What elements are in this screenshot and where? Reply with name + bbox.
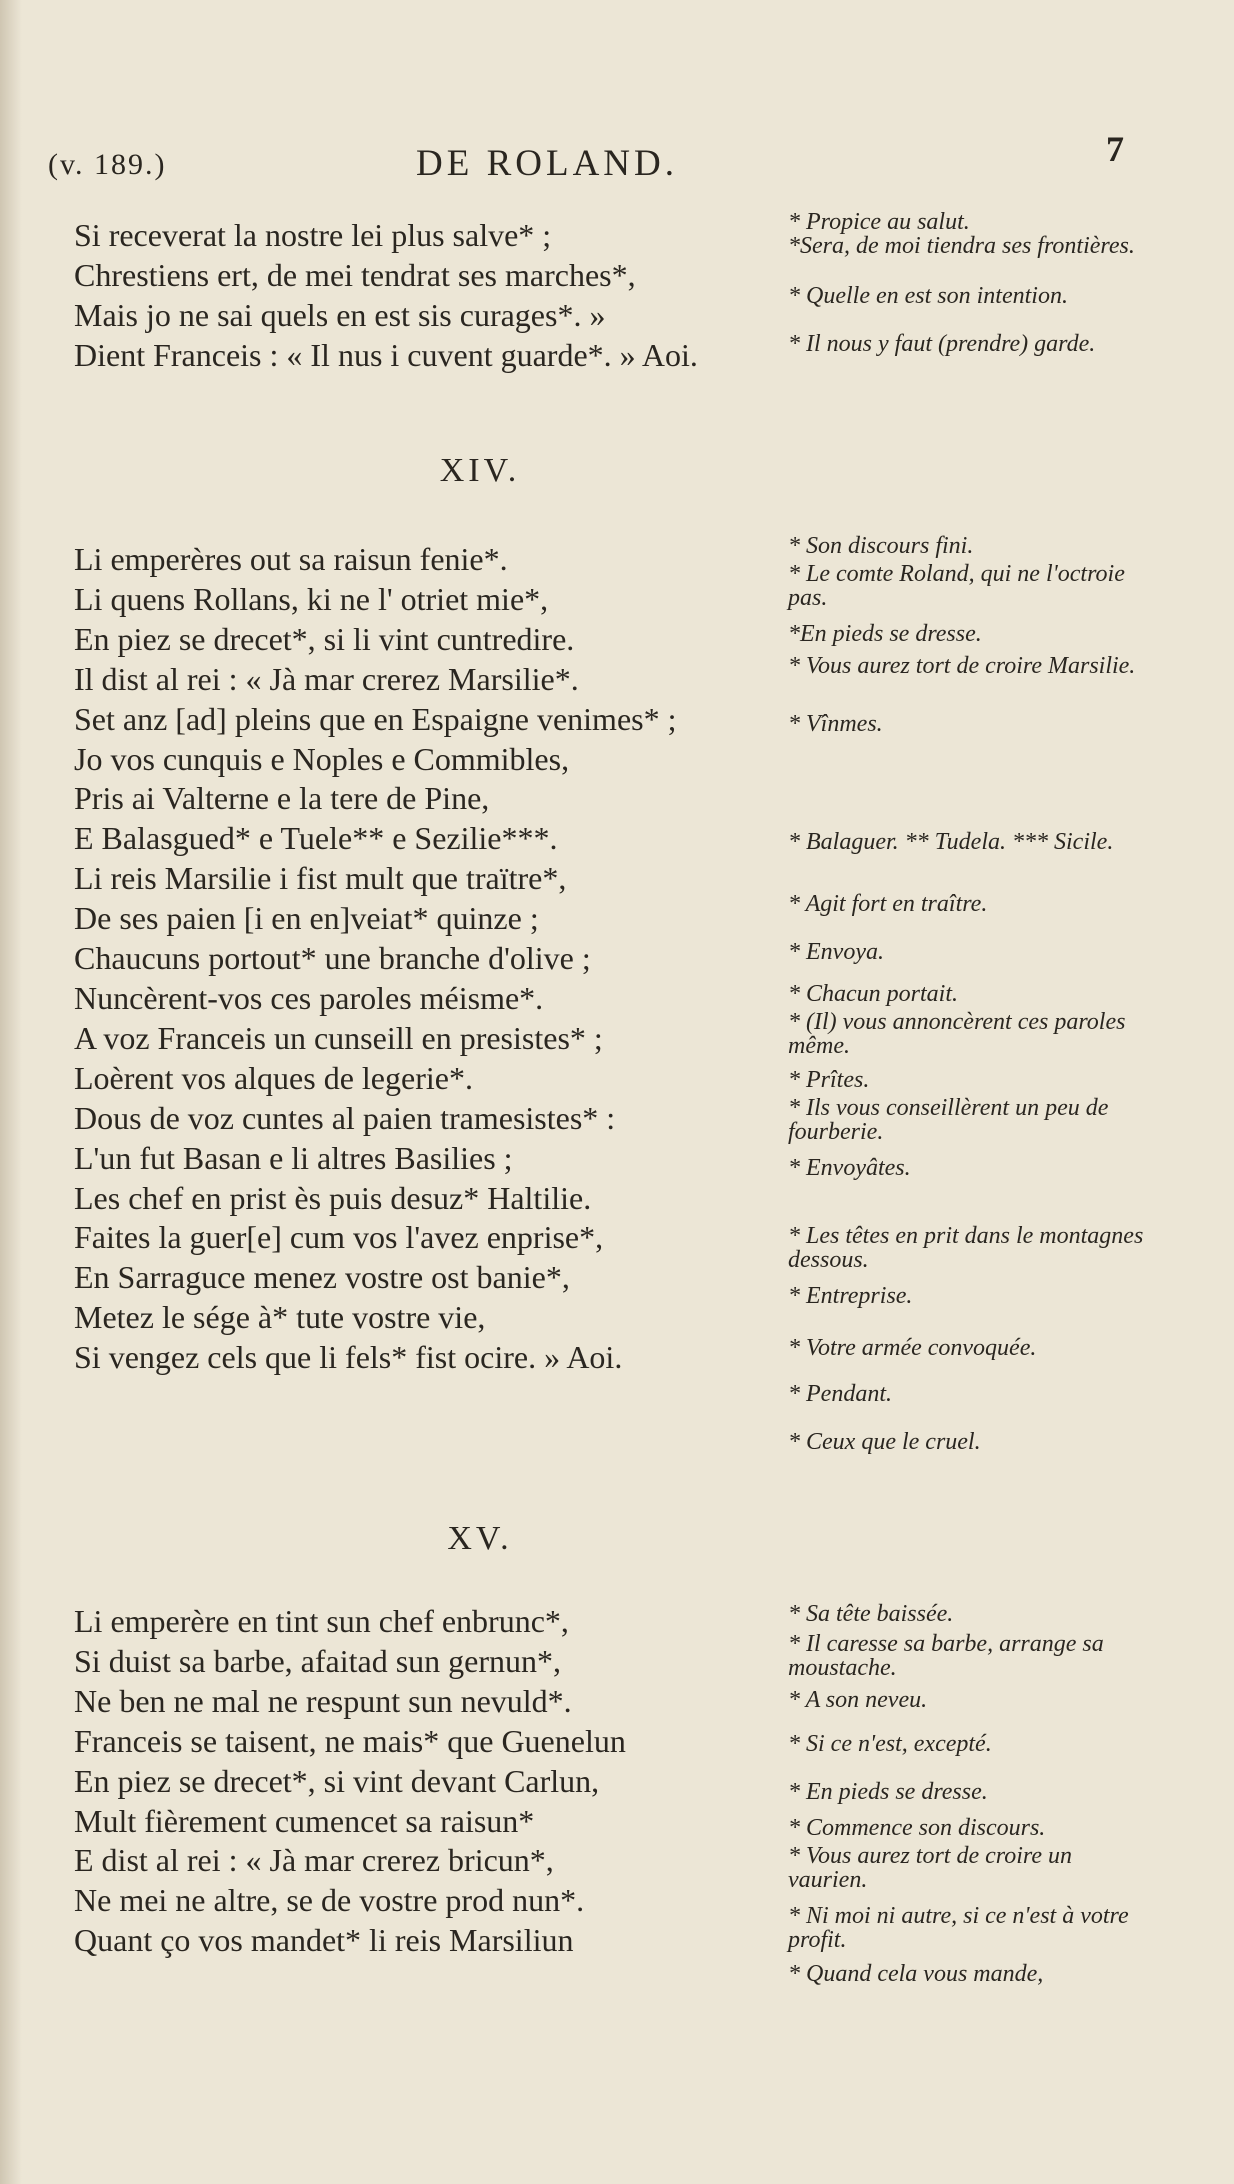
verse-line: Il dist al rei : « Jà mar crerez Marsilie*. — [74, 660, 579, 697]
gloss-note: * Propice au salut. — [788, 209, 970, 235]
gloss-note: * Votre armée convoquée. — [788, 1335, 1037, 1361]
gloss-note: * Envoyâtes. — [788, 1155, 911, 1181]
gloss-note: * Il caresse sa barbe, arrange sa moustache. — [788, 1631, 1104, 1681]
gloss-note: * Pendant. — [788, 1381, 892, 1407]
page-header — [0, 118, 1234, 184]
gloss-note: * Agit fort en traître. — [788, 891, 988, 917]
gloss-note: * Les têtes en prit dans le montagnes dessous. — [788, 1223, 1144, 1273]
verse-line: En piez se drecet*, si li vint cuntredire. — [74, 620, 575, 657]
verse-block-1 — [74, 216, 774, 376]
verse-block-xiv — [74, 540, 774, 1378]
running-title: DE ROLAND. — [416, 143, 678, 184]
verse-line: Loèrent vos alques de legerie*. — [74, 1059, 473, 1096]
verse-line: Faites la guer[e] cum vos l'avez enprise*, — [74, 1219, 604, 1256]
verse-line: Ne ben ne mal ne respunt sun nevuld*. — [74, 1682, 572, 1719]
verse-line: Si vengez cels que li fels* fist ocire. » Aoi. — [74, 1339, 623, 1376]
verse-line: Dous de voz cuntes al paien tramesistes* : — [74, 1099, 616, 1136]
gloss-note: * Vînmes. — [788, 711, 883, 737]
verse-line: A voz Franceis un cunseill en presistes* ; — [74, 1019, 603, 1056]
gloss-note: * Quelle en est son intention. — [788, 283, 1068, 309]
gloss-note: * Entreprise. — [788, 1283, 913, 1309]
gloss-note: *Sera, de moi tiendra ses frontières. — [788, 233, 1135, 259]
gloss-note: * Envoya. — [788, 939, 884, 965]
gloss-note: * Commence son discours. — [788, 1815, 1046, 1841]
verse-reference: (v. 189.) — [48, 148, 167, 181]
verse-line: Chrestiens ert, de mei tendrat ses marches*, — [74, 256, 636, 293]
gloss-note: * Ni moi ni autre, si ce n'est à votre profit. — [788, 1903, 1129, 1953]
gloss-note: * En pieds se dresse. — [788, 1779, 988, 1805]
verse-line: L'un fut Basan e li altres Basilies ; — [74, 1139, 513, 1176]
gloss-note: * Sa tête baissée. — [788, 1601, 954, 1627]
verse-line: Franceis se taisent, ne mais* que Guenelun — [74, 1722, 626, 1759]
page-number: 7 — [1106, 129, 1124, 169]
verse-line: Li emperères out sa raisun fenie*. — [74, 541, 508, 577]
gloss-note: * Si ce n'est, excepté. — [788, 1731, 992, 1757]
verse-line: Les chef en prist ès puis desuz* Haltilie. — [74, 1179, 592, 1216]
verse-line: Chaucuns portout* une branche d'olive ; — [74, 940, 591, 977]
verse-line: Jo vos cunquis e Noples e Commibles, — [74, 740, 570, 777]
verse-line: Mais jo ne sai quels en est sis curages*. » — [74, 296, 606, 333]
verse-block-xv — [74, 1602, 774, 1961]
section-heading-xv: XV. — [447, 1520, 513, 1557]
gloss-note: * (Il) vous annoncèrent ces paroles même. — [788, 1009, 1126, 1059]
gloss-note: * Chacun portait. — [788, 981, 959, 1007]
verse-line: Quant ço vos mandet* li reis Marsiliun — [74, 1922, 574, 1959]
verse-line: Nuncèrent-vos ces paroles méisme*. — [74, 979, 544, 1016]
gloss-note: * Vous aurez tort de croire Marsilie. — [788, 653, 1136, 679]
verse-line: En Sarraguce menez vostre ost banie*, — [74, 1259, 570, 1296]
verse-line: En piez se drecet*, si vint devant Carlun, — [74, 1762, 600, 1799]
verse-line: Si receverat la nostre lei plus salve* ; — [74, 217, 552, 253]
gloss-note: * Le comte Roland, qui ne l'octroie pas. — [788, 561, 1125, 611]
gloss-note: * Ceux que le cruel. — [788, 1429, 981, 1455]
gloss-note: *En pieds se dresse. — [788, 621, 982, 647]
gloss-note: * Balaguer. ** Tudela. *** Sicile. — [788, 829, 1114, 855]
section-heading-xiv: XIV. — [439, 452, 521, 489]
verse-line: Pris ai Valterne e la tere de Pine, — [74, 780, 490, 817]
verse-line: Set anz [ad] pleins que en Espaigne venimes* ; — [74, 700, 677, 737]
verse-line: Li emperère en tint sun chef enbrunc*, — [74, 1603, 569, 1639]
gloss-note: * A son neveu. — [788, 1687, 928, 1713]
gloss-note: * Prîtes. — [788, 1067, 870, 1093]
gloss-note: * Ils vous conseillèrent un peu de fourberie. — [788, 1095, 1109, 1145]
gloss-note: * Vous aurez tort de croire un vaurien. — [788, 1843, 1072, 1893]
verse-line: E dist al rei : « Jà mar crerez bricun*, — [74, 1842, 554, 1879]
verse-line: Si duist sa barbe, afaitad sun gernun*, — [74, 1642, 561, 1679]
verse-line: Metez le sége à* tute vostre vie, — [74, 1299, 486, 1336]
gloss-note: * Quand cela vous mande, — [788, 1961, 1044, 1987]
verse-line: Ne mei ne altre, se de vostre prod nun*. — [74, 1882, 585, 1919]
gloss-note: * Il nous y faut (prendre) garde. — [788, 331, 1096, 357]
gloss-note: * Son discours fini. — [788, 533, 974, 559]
verse-line: Mult fièrement cumencet sa raisun* — [74, 1802, 535, 1839]
verse-line: Li reis Marsilie i fist mult que traïtre*, — [74, 860, 567, 897]
verse-line: Dient Franceis : « Il nus i cuvent guarde*. » Aoi. — [74, 336, 698, 373]
verse-line: De ses paien [i en en]veiat* quinze ; — [74, 900, 539, 937]
verse-line: Li quens Rollans, ki ne l' otriet mie*, — [74, 580, 549, 617]
verse-line: E Balasgued* e Tuele** e Sezilie***. — [74, 820, 558, 857]
